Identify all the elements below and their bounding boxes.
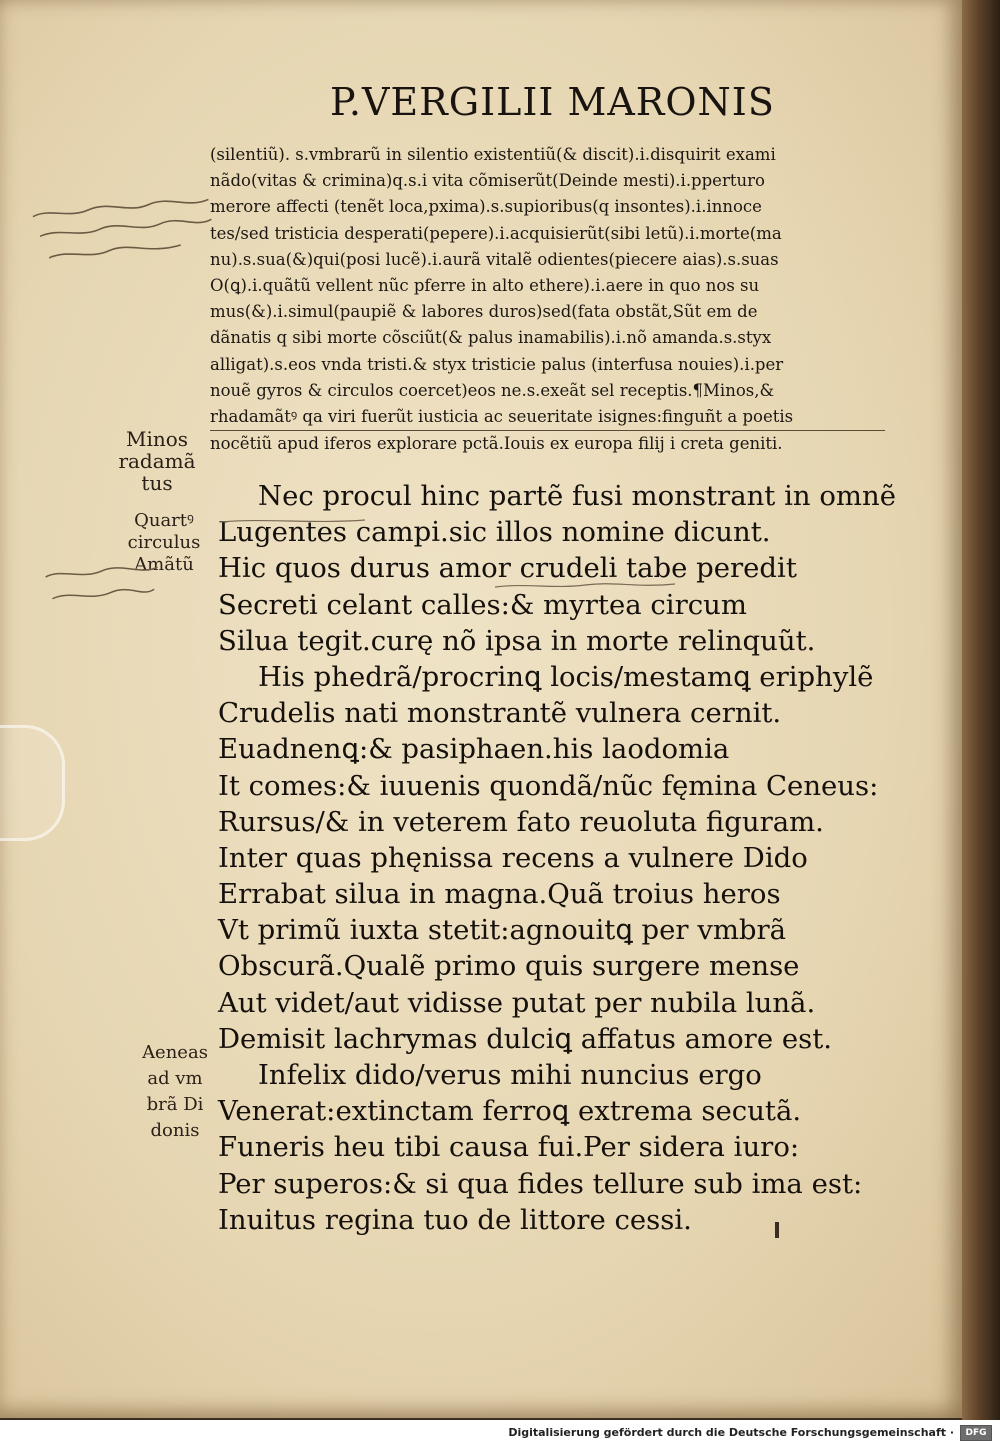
verse-line: Venerat:extinctam ferroꝗ extrema secutã.: [218, 1095, 802, 1128]
commentary-line: tes/sed tristicia desperati(pepere).i.acquisierũt(sibi letũ).i.morte(ma: [210, 223, 782, 243]
dfg-logo-icon: DFG: [960, 1425, 992, 1441]
commentary-line: mus(&).i.simul(paupiẽ & labores duros)sed(fata obstãt,Sũt em de: [210, 302, 758, 322]
verse-line: It comes:& iuuenis quondã/nũc fęmina Ceneus:: [218, 769, 879, 802]
verse-line: Lugentes campi.sic illos nomine dicunt.: [218, 516, 771, 549]
commentary-line: (silentiũ). s.vmbrarũ in silentio existentiũ(& discit).i.disquirit exami: [210, 145, 776, 164]
verse-line: Silua tegit.curę nõ ipsa in morte relinquũt.: [218, 624, 816, 657]
commentary-line: nouẽ gyros & circulos coercet)eos ne.s.exeãt sel receptis.¶Minos,&: [210, 380, 775, 400]
verse-line: Secreti celant calles:& myrtea circum: [218, 588, 747, 621]
verse-line: Euadnenꝗ:& pasiphaen.his laodomia: [218, 733, 730, 766]
page-mark: [775, 1222, 779, 1238]
handwritten-marginalia: [41, 561, 162, 609]
verse-line: Vt primũ iuxta stetit:agnouitꝗ per vmbrã: [218, 914, 787, 947]
commentary-line: nu).s.sua(&)qui(posi lucẽ).i.aurã vitalẽ odientes(piecere aias).s.suas: [210, 249, 779, 269]
page-clip: [0, 725, 65, 841]
commentary-line: alligat).s.eos vnda tristi.& styx tristicie palus (interfusa nouies).i.per: [210, 354, 784, 374]
sidenote-minos: Minos radamã tus: [118, 427, 196, 495]
commentary-line: merore affecti (tenẽt loca,pxima).s.supioribus(q insontes).i.innoce: [210, 197, 762, 217]
verse-line: Hic quos durus amor crudeli tabe peredit: [218, 552, 797, 585]
verse-line: Demisit lachrymas dulciꝗ affatus amore est.: [218, 1022, 833, 1055]
verse-line: Nec procul hinc partẽ fusi monstrant in omnẽ: [258, 480, 896, 512]
sidenote-quartus: Quartꝰ circulus Amãtũ: [127, 510, 201, 575]
commentary-line: rhadamãtꝰ qa viri fuerũt iusticia ac seueritate isignes:finguñt a poetis: [210, 404, 885, 431]
verse-line: Crudelis nati monstrantẽ vulnera cernit.: [218, 697, 782, 730]
verse-line: Inuitus regina tuo de littore cessi.: [218, 1203, 692, 1236]
commentary-block: [210, 142, 885, 457]
verse-line: Rursus/& in veterem fato reuoluta figuram.: [218, 805, 824, 838]
handwritten-marginalia: [28, 193, 216, 273]
footer-bar: [0, 1420, 1000, 1445]
verse-line: Errabat silua in magna.Quã troius heros: [218, 878, 781, 911]
verse-line: Funeris heu tibi causa fui.Per sidera iuro:: [218, 1131, 800, 1164]
sidenote-aeneas: Aeneas ad vm brã Di donis: [142, 1042, 208, 1141]
book-edge: [962, 0, 1000, 1420]
verse-line: Aut videt/aut vidisse putat per nubila lunã.: [218, 986, 816, 1019]
verse-line: His phedrã/procrinꝗ locis/mestamꝗ eriphylẽ: [258, 660, 874, 693]
commentary-line: O(ꝗ).i.quãtũ vellent nũc pferre in alto ethere).i.aere in quo nos su: [210, 275, 760, 295]
running-head: P.VERGILII MARONIS: [330, 80, 775, 124]
verse-line: Obscurã.Qualẽ primo quis surgere mense: [218, 950, 800, 983]
verse-line: Inter quas phęnissa recens a vulnere Dido: [218, 841, 808, 874]
interlinear-glosses: [205, 500, 745, 630]
verse-line: Per superos:& si qua fides tellure sub ima est:: [218, 1167, 863, 1200]
verse-line: Infelix dido/verus mihi nuncius ergo: [258, 1059, 762, 1091]
commentary-line: dãnatis q sibi morte cõsciũt(& palus inamabilis).i.nõ amanda.s.styx: [210, 328, 772, 348]
commentary-line: nocẽtiũ apud iferos explorare pctã.Iouis ex europa filij i creta geniti.: [210, 434, 783, 454]
funding-note: Digitalisierung gefördert durch die Deutsche Forschungsgemeinschaft ·: [508, 1426, 954, 1439]
commentary-line: nãdo(vitas & crimina)q.s.i vita cõmiserũt(Deinde mesti).i.pperturo: [210, 171, 765, 191]
